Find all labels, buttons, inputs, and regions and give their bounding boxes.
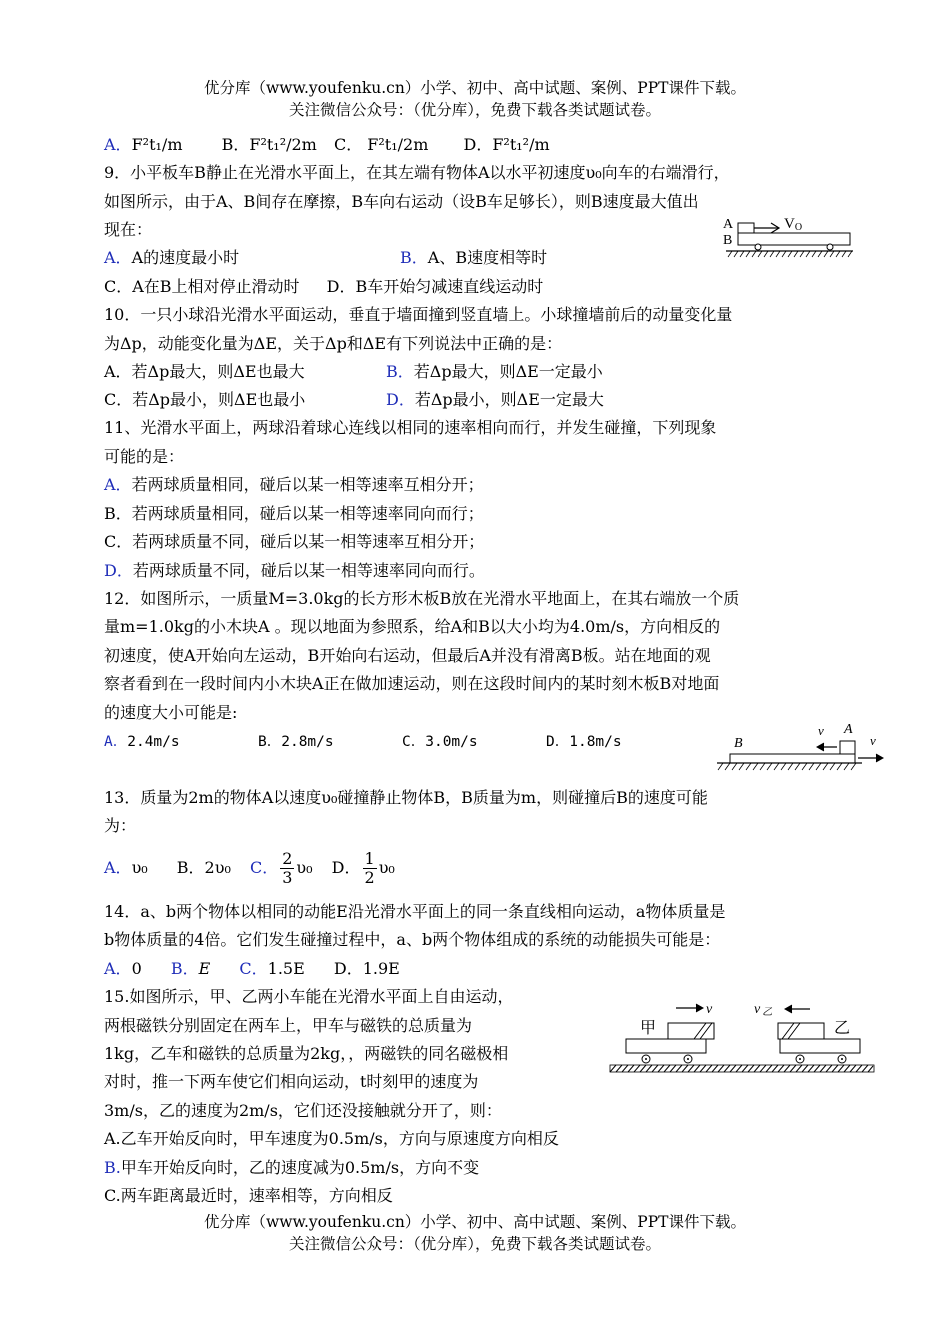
q11-stem-line-1: 11、光滑水平面上，两球沿着球心连线以相同的速率相向而行，并发生碰撞，下列现象 — [104, 418, 717, 437]
q15-stem-line-5: 3m/s，乙的速度为2m/s，它们还没接触就分开了，则： — [104, 1101, 502, 1120]
q9-block-a — [738, 223, 754, 233]
q11-option-a: 若两球质量相同，碰后以某一相等速率互相分开； — [131, 475, 484, 494]
footer-line-2: 关注微信公众号：（优分库），免费下载各类试题试卷。 — [288, 1235, 661, 1253]
q11-option-c: C．若两球质量不同，碰后以某一相等速率互相分开； — [104, 532, 485, 551]
q9-option-a-label: A． — [104, 248, 132, 267]
q15-cart-jia — [626, 1039, 706, 1053]
q15-figure — [606, 995, 881, 1085]
q15-arrow-jia-head — [696, 1004, 703, 1012]
q10-option-c: C．若Δp最小，则ΔE也最小 — [104, 390, 306, 409]
q9-stem-line-3: 现在： — [104, 220, 153, 239]
q15-magnet-jia — [668, 1023, 714, 1039]
q12-stem-line-2: 量m=1.0kg的小木块A 。现以地面为参照系，给A和B以大小均为4.0m/s，方向相反的 — [104, 617, 721, 636]
q15-stem-line-1: 15.如图所示，甲、乙两小车能在光滑水平面上自由运动， — [104, 987, 514, 1006]
q15-label-jia: 甲 — [640, 1020, 657, 1037]
q11-option-a-label: A． — [104, 475, 132, 494]
q12-stem-line-3: 初速度，使A开始向左运动，B开始向右运动，但最后A并没有滑离B板。站在地面的观 — [104, 646, 711, 665]
footer-line-1: 优分库（www.youfenku.cn）小学、初中、高中试题、案例、PPT课件下载。 — [203, 1213, 747, 1231]
q9-option-a: A的速度最小时 — [131, 248, 240, 267]
q12-board-b — [730, 754, 855, 763]
q9-board-b — [738, 233, 850, 245]
q10-option-row-1 — [104, 362, 603, 382]
q15-stem-line-3: 1kg，乙车和磁铁的总质量为2kg，，两磁铁的同名磁极相 — [104, 1044, 509, 1063]
q13-option-c-label: C． — [249, 858, 279, 877]
q15-option-b-label: B. — [104, 1158, 121, 1177]
q13-options — [104, 848, 395, 888]
q12-option-c: C．3.0m/s — [402, 734, 478, 750]
q12-option-d: D．1.8m/s — [546, 734, 622, 750]
q9-figure-label-a: A — [723, 217, 734, 232]
q13-option-c-fraction — [280, 850, 294, 887]
q15-option-b: 甲车开始反向时，乙的速度减为0.5m/s，方向不变 — [120, 1158, 480, 1177]
q13-stem-line-2: 为： — [104, 816, 137, 835]
q12-option-a: 2.4m/s — [127, 734, 180, 750]
q13-stem-line-1: 13．质量为2m的物体A以速度υ₀碰撞静止物体B，B质量为m，则碰撞后B的速度可能 — [104, 788, 708, 807]
q13-option-c-denominator: 3 — [282, 868, 293, 887]
q12-arrow-a-head — [817, 743, 824, 751]
q15-stem-line-2: 两根磁铁分别固定在两车上，甲车与磁铁的总质量为 — [104, 1016, 473, 1035]
q12-option-b: B．2.8m/s — [258, 734, 334, 750]
q13-option-d-numerator: 1 — [364, 849, 375, 868]
q14-options — [104, 959, 400, 979]
q14-option-a: 0 — [131, 959, 142, 978]
q15-option-c: C.两车距离最近时，速率相等，方向相反 — [104, 1186, 393, 1205]
q14-option-b-label: B． — [170, 959, 199, 978]
q10-option-d-label: D． — [386, 390, 415, 409]
q11-stem-line-2: 可能的是： — [104, 447, 185, 466]
q15-cart-yi — [780, 1039, 860, 1053]
q12-figure-label-v-left: v — [818, 723, 824, 738]
q15-option-b-row — [104, 1158, 479, 1178]
q15-stem-line-4: 对时，推一下两车使它们相向运动，t时刻甲的速度为 — [104, 1072, 479, 1091]
q10-option-b: 若Δp最大，则ΔE一定最小 — [413, 362, 603, 381]
q13-option-a: υ₀ — [131, 858, 148, 877]
q14-option-c-label: C． — [239, 959, 268, 978]
q13-option-c-symbol: υ₀ — [296, 858, 313, 877]
q9-option-row-1 — [104, 248, 548, 268]
q12-option-a-label: A． — [104, 734, 128, 750]
q9-option-d: D．B车开始匀减速直线运动时 — [326, 277, 544, 296]
q12-arrow-b-head — [876, 754, 883, 762]
q10-option-b-label: B． — [386, 362, 414, 381]
q12-figure-label-b: B — [734, 736, 743, 751]
q10-option-a: A．若Δp最大，则ΔE也最大 — [104, 362, 305, 381]
q12-block-a — [840, 741, 855, 754]
q15-magnet-yi — [778, 1023, 824, 1039]
q9-stem-line-2: 如图所示，由于A、B间存在摩擦，B车向右运动（设B车足够长），则B速度最大值出 — [104, 192, 699, 211]
q10-option-row-2 — [104, 390, 604, 410]
q9-option-row-2 — [104, 277, 543, 297]
q9-ground-hatch — [728, 251, 852, 257]
q11-option-a-row — [104, 475, 484, 495]
q9-wheel-right — [827, 244, 833, 250]
q8-option-a: F²t₁/m — [131, 135, 183, 154]
q14-stem-line-1: 14．a、b两个物体以相同的动能E沿光滑水平面上的同一条直线相向运动，a物体质量是 — [104, 902, 726, 921]
q10-stem-line-1: 10．一只小球沿光滑水平面运动，垂直于墙面撞到竖直墙上。小球撞墙前后的动量变化量 — [104, 305, 733, 324]
q15-label-v-jia: v — [706, 1002, 713, 1017]
q8-option-d: D．F²t₁²/m — [463, 135, 550, 154]
q13-option-d-symbol: υ₀ — [378, 858, 395, 877]
q9-option-c: C．A在B上相对停止滑动时 — [104, 277, 300, 296]
q13-option-d-denominator: 2 — [364, 868, 375, 887]
q9-figure-label-b: B — [723, 233, 733, 248]
q8-option-c: C． F²t₁/2m — [333, 135, 429, 154]
header-line-1: 优分库（www.youfenku.cn）小学、初中、高中试题、案例、PPT课件下载。 — [203, 79, 747, 97]
q13-option-c-numerator: 2 — [282, 849, 293, 868]
q13-option-d-label: D． — [331, 858, 361, 877]
q8-options — [104, 135, 550, 155]
q11-option-b: B．若两球质量相同，碰后以某一相等速率同向而行； — [104, 504, 484, 523]
q12-figure — [712, 715, 892, 775]
q12-stem-line-1: 12．如图所示，一质量M=3.0kg的长方形木板B放在光滑水平地面上，在其右端放一个质 — [104, 589, 740, 608]
q9-option-b-label: B． — [400, 248, 428, 267]
q15-label-v-yi: v 乙 — [754, 1002, 773, 1018]
q12-stem-line-4: 察者看到在一段时间内小木块A正在做加速运动，则在这段时间内的某时刻木板B对地面 — [104, 674, 720, 693]
q12-ground-hatch — [718, 763, 856, 770]
q14-option-c: 1.5E — [267, 959, 305, 978]
q9-stem-line-1: 9．小平板车B静止在光滑水平面上，在其左端有物体A以水平初速度υ₀向车的右端滑行， — [104, 163, 730, 182]
q14-option-b: E — [198, 959, 211, 978]
q12-figure-label-v-right: v — [870, 733, 876, 748]
q11-option-d: 若两球质量不同，碰后以某一相等速率同向而行。 — [132, 561, 485, 580]
q15-label-yi: 乙 — [834, 1020, 851, 1037]
q12-stem-line-5: 的速度大小可能是: — [104, 703, 238, 722]
q13-option-d-fraction — [363, 850, 377, 887]
q14-option-d: D．1.9E — [333, 959, 400, 978]
q11-option-d-row — [104, 561, 485, 581]
q9-figure — [718, 210, 858, 270]
q12-figure-label-a: A — [844, 722, 853, 737]
q10-option-d: 若Δp最小，则ΔE一定最大 — [414, 390, 604, 409]
q11-option-d-label: D． — [104, 561, 133, 580]
q14-stem-line-2: b物体质量的4倍。它们发生碰撞过程中，a、b两个物体组成的系统的动能损失可能是： — [104, 930, 721, 949]
q9-wheel-left — [755, 244, 761, 250]
q10-stem-line-2: 为Δp，动能变化量为ΔE，关于Δp和ΔE有下列说法中正确的是： — [104, 334, 563, 353]
q14-option-a-label: A． — [104, 959, 132, 978]
q8-option-b: B．F²t₁²/2m — [221, 135, 317, 154]
q15-arrow-yi-head — [785, 1005, 792, 1013]
header-line-2: 关注微信公众号：（优分库），免费下载各类试题试卷。 — [288, 101, 661, 119]
q13-option-a-label: A． — [104, 858, 132, 877]
q13-option-b: B．2υ₀ — [176, 858, 231, 877]
q9-option-b: A、B速度相等时 — [427, 248, 548, 267]
q8-option-a-label: A． — [104, 135, 132, 154]
q15-option-a: A.乙车开始反向时，甲车速度为0.5m/s，方向与原速度方向相反 — [104, 1129, 559, 1148]
q9-figure-label-v: VO — [784, 216, 803, 233]
